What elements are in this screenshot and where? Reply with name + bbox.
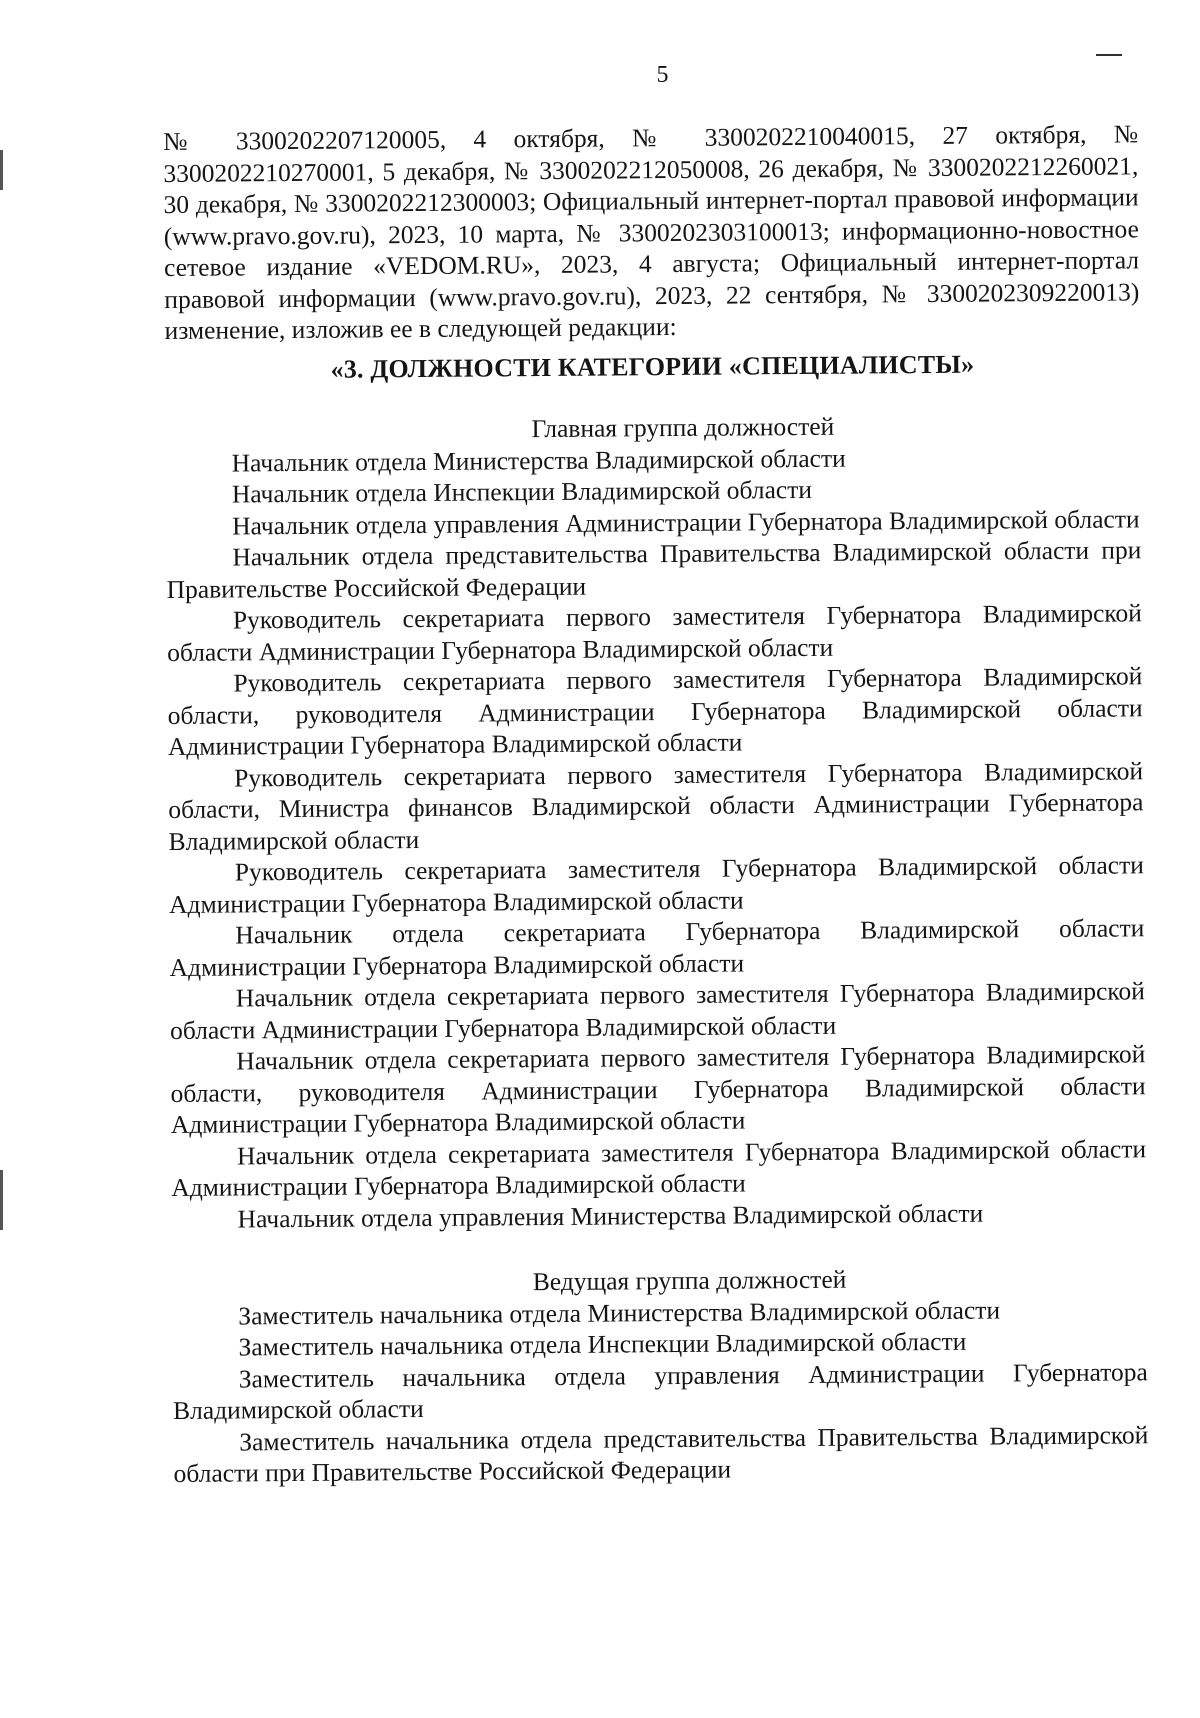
- position-item: Начальник отдела секретариата первого заместителя Губернатора Владимирской области Администрации Губернатора Владимирской области: [169, 976, 1145, 1045]
- document-body: [163, 118, 1149, 1523]
- position-item: Начальник отдела управления Администрации Губернатора Владимирской области: [232, 503, 1140, 540]
- position-item: Руководитель секретариата первого заместителя Губернатора Владимирской области, Министра финансов Владимирской области Администрации Губернатора Владимирской области: [168, 755, 1144, 856]
- position-item: Начальник отдела секретариата заместителя Губернатора Владимирской области Администрации Губернатора Владимирской области: [171, 1133, 1147, 1202]
- corner-scan-mark: [1096, 54, 1122, 56]
- position-item: Заместитель начальника отдела Инспекции Владимирской области: [238, 1326, 967, 1362]
- position-item: Руководитель секретариата первого заместителя Губернатора Владимирской области, руководителя Администрации Губернатора Владимирской области Администрации Губернатора Владимирской области: [167, 661, 1143, 761]
- position-item: Заместитель начальника отдела Министерства Владимирской области: [238, 1294, 1001, 1330]
- section-title: «3. ДОЛЖНОСТИ КАТЕГОРИИ «СПЕЦИАЛИСТЫ»: [330, 349, 975, 384]
- position-item: Начальник отдела Инспекции Владимирской области: [231, 474, 813, 509]
- position-item: Руководитель секретариата заместителя Губернатора Владимирской области Администрации Губернатора Владимирской области: [168, 850, 1144, 919]
- position-item: Начальник отдела представительства Правительства Владимирской области при Правительстве Российской Федерации: [166, 535, 1142, 604]
- position-item: Заместитель начальника отдела управления Администрации Губернатора Владимирской области: [172, 1356, 1148, 1425]
- position-item: Заместитель начальника отдела представительства Правительства Владимирской области при Правительстве Российской Федерации: [173, 1419, 1149, 1488]
- left-edge-scan-mark: [0, 150, 3, 190]
- group-leading: [172, 1261, 1149, 1489]
- group-heading: Главная группа должностей: [531, 411, 835, 444]
- position-item: Руководитель секретариата первого заместителя Губернатора Владимирской области Администрации Губернатора Владимирской области: [167, 598, 1142, 667]
- page-number: 5: [656, 62, 669, 88]
- position-item: Начальник отдела управления Министерства Владимирской области: [237, 1198, 984, 1233]
- group-main: [165, 408, 1146, 1235]
- intro-paragraph: № 3300202207120005, 4 октября, № 3300202210040015, 27 октября, № 3300202210270001, 5 декабря, № 3300202212050008, 26 декабря, № 3300202212260021, 30 декабря, № 3300202212300003; Официальный интернет-портал правовой информации (www.pravo.gov.ru), 2023, 10 марта, № 3300202303100013; информационно-новостное сетевое издание «VEDOM.RU», 2023, 4 августа; Официальный интернет-портал правовой информации (www.pravo.gov.ru), 2023, 22 сентября, № 3300202309220013) изменение, изложив ее в следующей редакции:: [163, 119, 1140, 345]
- position-item: Начальник отдела секретариата Губернатора Владимирской области Администрации Губернатора Владимирской области: [169, 913, 1145, 982]
- left-edge-scan-mark: [0, 1170, 3, 1230]
- group-heading: Ведущая группа должностей: [532, 1264, 847, 1297]
- position-item: Начальник отдела Министерства Владимирской области: [231, 443, 846, 477]
- position-item: Начальник отдела секретариата первого заместителя Губернатора Владимирской области, руководителя Администрации Губернатора Владимирской области Администрации Губернатора Владимирской области: [170, 1039, 1146, 1139]
